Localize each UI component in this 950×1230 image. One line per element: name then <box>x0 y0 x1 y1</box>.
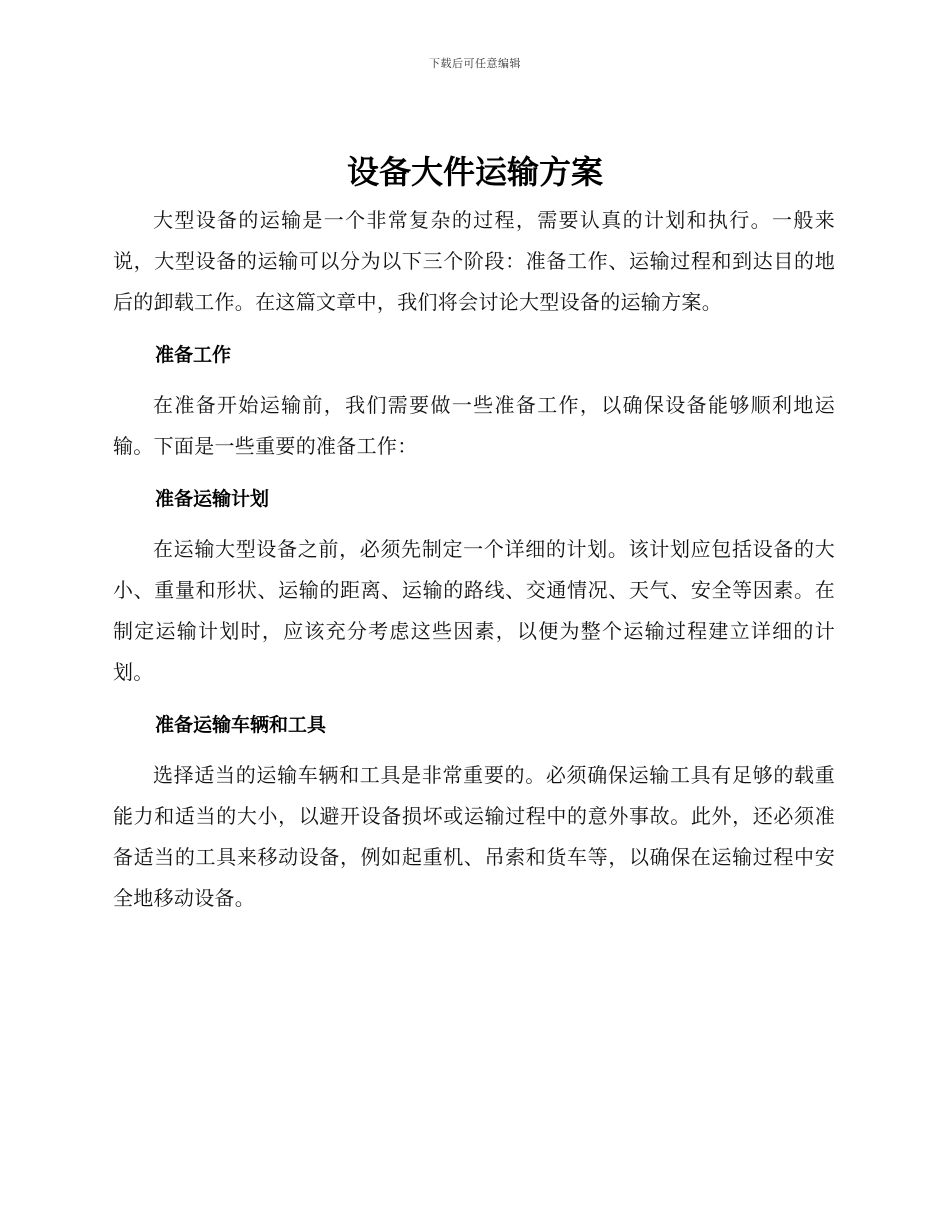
document-body <box>113 200 835 919</box>
intro-paragraph: 大型设备的运输是一个非常复杂的过程，需要认真的计划和执行。一般来说，大型设备的运输可以分为以下三个阶段：准备工作、运输过程和到达目的地后的卸载工作。在这篇文章中，我们将会讨论大型设备的运输方案。 <box>113 208 835 314</box>
section-paragraph-vehicles-tools: 选择适当的运输车辆和工具是非常重要的。必须确保运输工具有足够的载重能力和适当的大小，以避开设备损坏或运输过程中的意外事故。此外，还必须准备适当的工具来移动设备，例如起重机、吊索和货车等，以确保在运输过程中安全地移动设备。 <box>113 763 835 910</box>
document-title: 设备大件运输方案 <box>346 153 603 191</box>
section-heading-vehicles-tools: 准备运输车辆和工具 <box>155 714 327 736</box>
page-header-note: 下载后可任意编辑 <box>429 57 521 70</box>
section-paragraph-transport-plan: 在运输大型设备之前，必须先制定一个详细的计划。该计划应包括设备的大小、重量和形状、运输的距离、运输的路线、交通情况、天气、安全等因素。在制定运输计划时，应该充分考虑这些因素，以便为整个运输过程建立详细的计划。 <box>113 537 835 684</box>
section-heading-preparation: 准备工作 <box>155 344 232 366</box>
section-paragraph-preparation: 在准备开始运输前，我们需要做一些准备工作，以确保设备能够顺利地运输。下面是一些重要的准备工作： <box>113 393 835 458</box>
section-heading-transport-plan: 准备运输计划 <box>155 488 270 510</box>
